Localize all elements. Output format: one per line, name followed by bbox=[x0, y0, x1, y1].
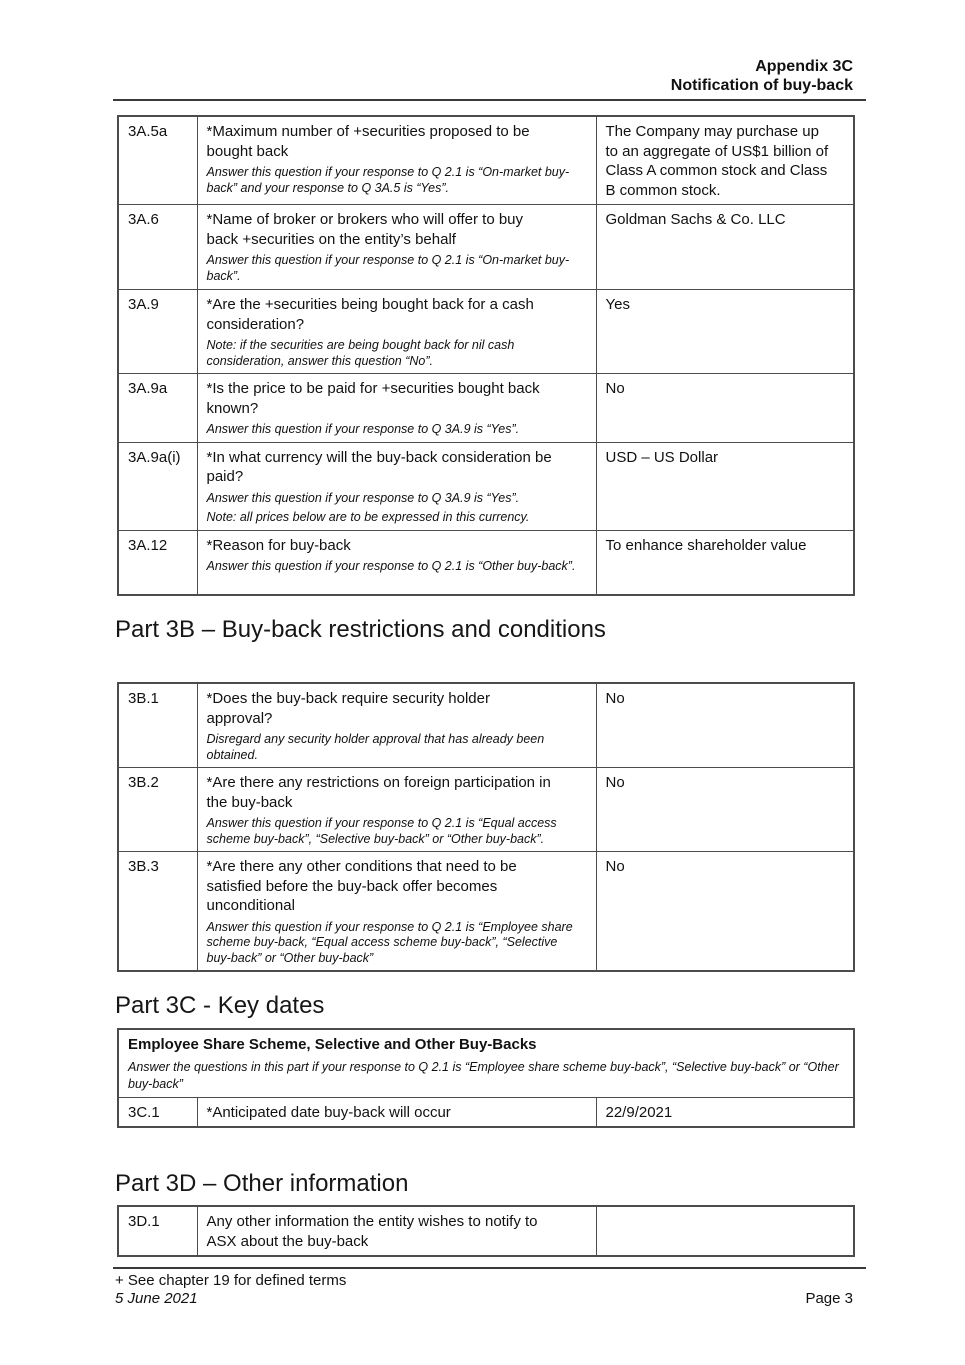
question-cell bbox=[197, 374, 596, 443]
banner-row bbox=[118, 1029, 854, 1097]
question-text: *In what currency will the buy-back consideration be paid? bbox=[206, 448, 552, 485]
row-id: 3C.1 bbox=[118, 1097, 197, 1127]
form-title: Notification of buy-back bbox=[670, 77, 853, 94]
question-cell bbox=[197, 683, 596, 768]
row-id: 3A.9a(i) bbox=[118, 442, 197, 530]
question-text: *Name of broker or brokers who will offer to buy back +securities on the entity’s behalf bbox=[206, 211, 524, 248]
row-id: 3B.2 bbox=[118, 768, 197, 852]
question-cell bbox=[197, 205, 596, 290]
section-heading-3c: Part 3C - Key dates bbox=[115, 992, 325, 1019]
question-note: Answer this question if your response to Q 3A.9 is “Yes”. bbox=[206, 490, 520, 505]
table-row bbox=[118, 683, 854, 768]
table-row bbox=[118, 530, 854, 595]
table-row bbox=[118, 852, 854, 972]
question-text: *Are there any restrictions on foreign participation in the buy-back bbox=[206, 774, 551, 811]
question-text: *Is the price to be paid for +securities bought back known? bbox=[206, 380, 540, 417]
section-heading-3b: Part 3B – Buy-back restrictions and conditions bbox=[115, 616, 606, 643]
question-note: Answer this question if your response to Q 2.1 is “On-market buy-back” and your response to Q 3A.5 is “Yes”. bbox=[206, 165, 570, 195]
footer-page-number: Page 3 bbox=[805, 1290, 853, 1307]
answer-cell: USD – US Dollar bbox=[596, 442, 854, 530]
question-note: Answer this question if your response to Q 2.1 is “Other buy-back”. bbox=[206, 559, 576, 573]
row-id: 3A.9 bbox=[118, 290, 197, 374]
table-row bbox=[118, 205, 854, 290]
part-3b-table bbox=[117, 682, 855, 972]
question-note: Answer this question if your response to Q 2.1 is “On-market buy-back”. bbox=[206, 253, 570, 283]
appendix-title: Appendix 3C bbox=[755, 58, 853, 75]
answer-cell: Goldman Sachs & Co. LLC bbox=[596, 205, 854, 290]
question-note: Note: all prices below are to be expressed in this currency. bbox=[206, 510, 530, 524]
footer-rule bbox=[113, 1267, 866, 1269]
question-cell bbox=[197, 530, 596, 595]
table-row bbox=[118, 1097, 854, 1127]
table-row bbox=[118, 442, 854, 530]
question-text: *Does the buy-back require security holder approval? bbox=[206, 690, 490, 727]
question-text: *Are the +securities being bought back for a cash consideration? bbox=[206, 296, 534, 333]
section-heading-3d: Part 3D – Other information bbox=[115, 1170, 409, 1197]
question-text: *Anticipated date buy-back will occur bbox=[206, 1103, 451, 1121]
answer-cell: To enhance shareholder value bbox=[596, 530, 854, 595]
question-note: Answer this question if your response to Q 3A.9 is “Yes”. bbox=[206, 422, 520, 436]
question-text: *Reason for buy-back bbox=[206, 536, 351, 554]
footer-date: 5 June 2021 bbox=[115, 1290, 198, 1307]
row-id: 3B.3 bbox=[118, 852, 197, 972]
row-id: 3A.6 bbox=[118, 205, 197, 290]
banner-title: Employee Share Scheme, Selective and Other Buy-Backs bbox=[128, 1036, 537, 1053]
question-text: *Maximum number of +securities proposed to be bought back bbox=[206, 123, 530, 160]
row-id: 3B.1 bbox=[118, 683, 197, 768]
question-cell bbox=[197, 116, 596, 205]
answer-cell: No bbox=[596, 374, 854, 443]
table-row bbox=[118, 116, 854, 205]
table-row bbox=[118, 374, 854, 443]
question-text: Any other information the entity wishes to notify to ASX about the buy-back bbox=[206, 1213, 538, 1250]
answer-cell: 22/9/2021 bbox=[596, 1097, 854, 1127]
answer-cell: No bbox=[596, 768, 854, 852]
answer-cell: Yes bbox=[596, 290, 854, 374]
part-3d-table bbox=[117, 1205, 855, 1257]
row-id: 3A.12 bbox=[118, 530, 197, 595]
table-row bbox=[118, 1206, 854, 1256]
answer-cell: No bbox=[596, 852, 854, 972]
footer-defined-terms: + See chapter 19 for defined terms bbox=[115, 1272, 347, 1289]
row-id: 3D.1 bbox=[118, 1206, 197, 1256]
question-cell bbox=[197, 768, 596, 852]
banner-note: Answer the questions in this part if your response to Q 2.1 is “Employee share scheme buy-back”, “Selective buy-back” or “Other buy-back” bbox=[128, 1060, 839, 1091]
answer-cell: The Company may purchase up to an aggregate of US$1 billion of Class A common stock and Class B common stock. bbox=[596, 116, 854, 205]
question-cell bbox=[197, 290, 596, 374]
table-row bbox=[118, 290, 854, 374]
question-cell bbox=[197, 442, 596, 530]
page-header bbox=[671, 57, 853, 95]
header-rule bbox=[113, 99, 866, 101]
answer-cell: No bbox=[596, 683, 854, 768]
question-note: Disregard any security holder approval that has already been obtained. bbox=[206, 732, 545, 762]
part-3a-table bbox=[117, 115, 855, 596]
question-note: Note: if the securities are being bought back for nil cash consideration, answer this question “No”. bbox=[206, 338, 515, 368]
banner-cell bbox=[118, 1029, 854, 1097]
question-cell bbox=[197, 1206, 596, 1256]
row-id: 3A.9a bbox=[118, 374, 197, 443]
table-row bbox=[118, 768, 854, 852]
row-id: 3A.5a bbox=[118, 116, 197, 205]
question-cell bbox=[197, 1097, 596, 1127]
question-note: Answer this question if your response to Q 2.1 is “Employee share scheme buy-back, “Equal access scheme buy-back”, “Selective buy-back” or “Other buy-back” bbox=[206, 919, 573, 965]
answer-cell bbox=[596, 1206, 854, 1256]
question-note: Answer this question if your response to Q 2.1 is “Equal access scheme buy-back”, “Selective buy-back” or “Other buy-back”. bbox=[206, 816, 557, 846]
question-text: *Are there any other conditions that need to be satisfied before the buy-back offer becomes unconditional bbox=[206, 858, 517, 914]
part-3c-table bbox=[117, 1028, 855, 1128]
question-cell bbox=[197, 852, 596, 972]
